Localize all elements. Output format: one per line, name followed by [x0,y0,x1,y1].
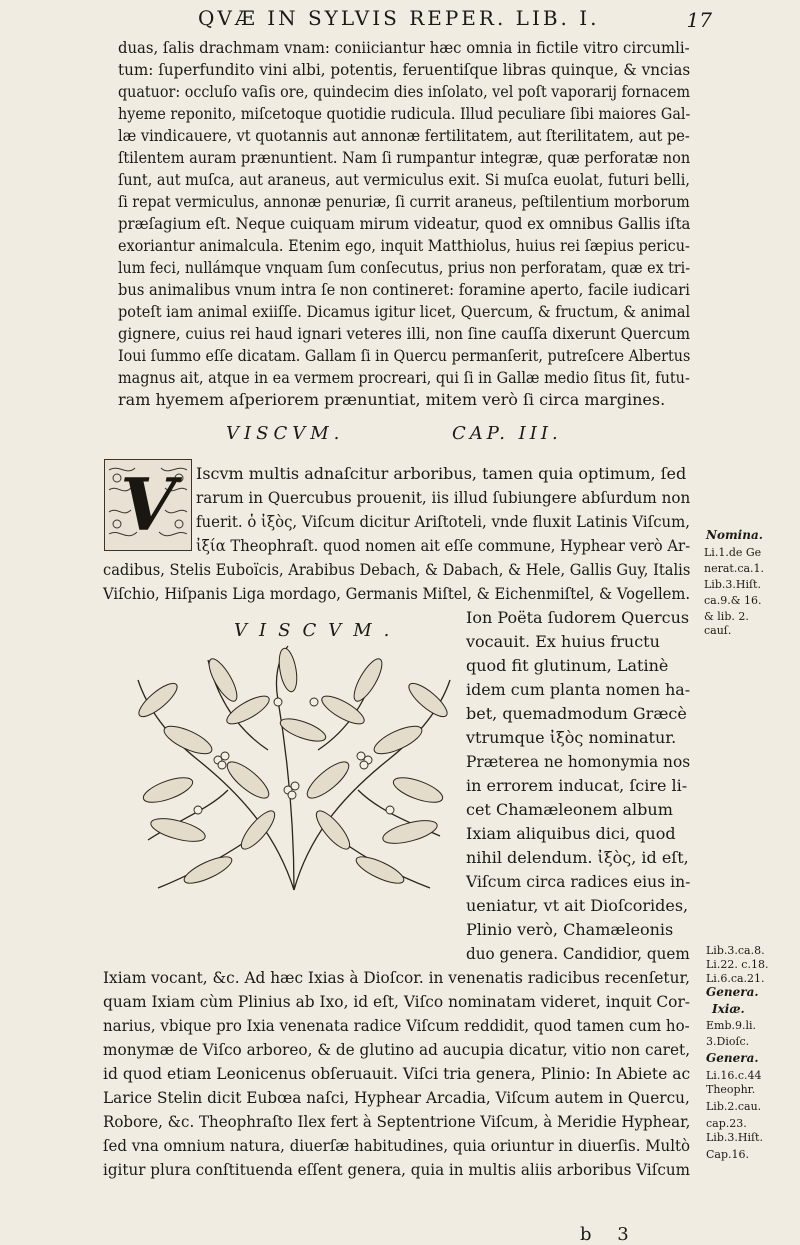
text-line: cadibus, Stelis Euboïcis, Arabibus Debach, & Dabach, & Hele, Gallis Guy, Italis [103,560,691,579]
text-line: Viſchio, Hiſpanis Liga mordago, Germanis Miſtel, & Eichenmiſtel, & Vogellem. [103,584,691,603]
dropcap-letter: V [120,462,176,547]
text-line: in errorem inducat, ſcire li- [466,776,688,795]
text-line: hyeme reponito, miſcetoque quotidie rudicula. Illud peculiare ſibi maiores Gal- [118,104,691,123]
text-line: monymæ de Viſco arboreo, & de glutino ad aucupia dicatur, vitio non caret, [103,1040,691,1059]
text-line: præſagium eſt. Neque cuiquam mirum videatur, quod ex omnibus Gallis iſta [118,214,691,233]
text-line: id quod etiam Leonicenus obſeruauit. Viſci tria genera, Plinio: In Abiete ac [103,1064,691,1083]
text-line: Plinio verò, Chamæleonis [466,920,674,939]
text-line: gignere, cuius rei haud ignari veteres illi, non ſine cauſſa dixerunt Quercum [118,324,691,343]
decorated-initial [104,459,192,551]
text-line: Ion Poëta ſudorem Quercus [466,608,690,627]
text-line: poteſt iam animal exiiſſe. Dicamus igitur licet, Quercum, & fructum, & animal [118,302,691,321]
margin-note: Cap.16. [706,1148,750,1161]
running-title: QVÆ IN SYLVIS REPER. LIB. I. [198,6,600,30]
text-line: fuerit. ὁ ἰξὸς, Viſcum dicitur Ariſtoteli, vnde fluxit Latinis Viſcum, [196,512,691,531]
text-line: quam Ixiam cùm Plinius ab Ixo, id eſt, Viſco nominatam videret, inquit Cor- [103,992,691,1011]
text-line: bet, quemadmodum Græcè [466,704,687,723]
text-line: ſed vna omnium natura, diuerſæ habitudines, quia oriuntur in diuerſis. Multò [103,1136,691,1155]
mistletoe-woodcut [128,640,460,898]
text-line: ſi repat vermiculus, annonæ penuriæ, ſi currit araneus, peſtilentium morborum [118,192,690,211]
margin-note: Lib.3.ca.8. [706,944,765,957]
text-line: ram hyemem aſperiorem prænuntiat, mitem verò ſi circa margines. [118,390,666,409]
text-line: igitur plura conſtituenda eſſent genera, quia in multis aliis arboribus Viſcum [103,1160,690,1179]
text-line: quatuor: occluſo vaſis ore, quindecim dies inſolato, vel poſt vaporarij fornacem [118,82,691,101]
signature-mark: b 3 [580,1224,639,1245]
text-line: cet Chamæleonem album [466,800,673,819]
text-line: Iscvm multis adnaſcitur arboribus, tamen quia optimum, ſed [196,464,687,483]
margin-note: Li.1.de Ge [704,546,762,559]
text-line: læ vindicauere, vt quotannis aut annonæ fertilitatem, aut ſterilitatem, aut pe- [118,126,690,145]
text-line: Larice Stelin dicit Eubœa naſci, Hyphear Arcadia, Viſcum autem in Quercu, [103,1088,690,1107]
margin-note: Genera. [706,985,759,999]
text-line: duo genera. Candidior, quem [466,944,690,963]
text-line: bus animalibus vnum intra ſe non contineret: foramine aperto, facile iudicari [118,280,690,299]
text-line: ueniatur, vt ait Dioſcorides, [466,896,689,915]
text-line: Ioui ſummo eſſe dicatam. Gallam ſi in Quercu permanſerit, putreſcere Albertus [118,346,691,365]
text-line: narius, vbique pro Ixia venenata radice Viſcum reddidit, quod tamen cum ho- [103,1016,690,1035]
margin-note: nerat.ca.1. [704,562,765,575]
margin-note: Li.22. c.18. [706,958,769,971]
margin-note: & lib. 2. [704,610,749,623]
margin-note: cauſ. [704,624,732,637]
margin-note: ca.9.& 16. [704,594,762,607]
text-line: ſtilentem auram prænuntient. Nam ſi rumpantur integræ, quæ perforatæ non [118,148,691,167]
text-line: ἰξία Theophraſt. quod nomen ait eſſe commune, Hyphear verò Ar- [196,536,691,555]
margin-note: 3.Dioſc. [706,1035,750,1048]
page-number: 17 [686,8,712,32]
margin-note: Nomina. [706,528,763,542]
text-line: Viſcum circa radices eius in- [466,872,691,891]
margin-note: cap.23. [706,1117,747,1130]
text-line: ſunt, aut muſca, aut araneus, aut vermiculus exit. Si muſca euolat, futuri belli, [118,170,690,189]
margin-note: Lib.3.Hiſt. [704,578,761,591]
text-line: Ixiam vocant, &c. Ad hæc Ixias à Dioſcor. in venenatis radicibus recenſetur, [103,968,690,987]
margin-note: Emb.9.li. [706,1019,757,1032]
text-line: idem cum planta nomen ha- [466,680,691,699]
text-line: exoriantur animalcula. Etenim ego, inquit Matthiolus, huius rei ſæpius pericu- [118,236,690,255]
text-line: rarum in Quercubus prouenit, iis illud ſubiungere abſurdum non [196,488,691,507]
text-line: lum feci, nullámque vnquam ſum conſecutus, prius non perforatam, quæ ex tri- [118,258,691,277]
text-line: Robore, &c. Theophraſto Ilex fert à Septentrione Viſcum, à Meridie Hyphear, [103,1112,691,1131]
mistletoe-plant-icon [128,640,460,898]
text-line: tum: ſuperfundito vini albi, potentis, feruentiſque libras quinque, & vncias [118,60,691,79]
margin-note: Ixiæ. [712,1002,745,1016]
text-line: quod fit glutinum, Latinè [466,656,669,675]
chapter-title: VISCVM. [226,423,345,444]
text-line: vocauit. Ex huius fructu [466,632,660,651]
margin-note: Lib.2.cau. [706,1100,762,1113]
figure-caption: VISCVM. [234,620,402,641]
text-line: magnus ait, atque in ea vermem procreari, qui ſi in Gallæ medio ſitus ſit, futu- [118,368,690,387]
margin-note: Li.16.c.44 [706,1069,762,1082]
text-line: vtrumque ἰξὸς nominatur. [466,728,677,747]
text-line: duas, ſalis drachmam vnam: coniiciantur hæc omnia in fictile vitro circumli- [118,38,690,57]
margin-note: Li.6.ca.21. [706,972,765,985]
text-line: nihil delendum. ἰξὸς, id eſt, [466,848,689,867]
margin-note: Genera. [706,1051,759,1065]
text-line: Ixiam aliquibus dici, quod [466,824,676,843]
margin-note: Theophr. [706,1083,756,1096]
chapter-number: CAP. III. [452,423,562,444]
text-line: Præterea ne homonymia nos [466,752,691,771]
margin-note: Lib.3.Hiſt. [706,1131,763,1144]
